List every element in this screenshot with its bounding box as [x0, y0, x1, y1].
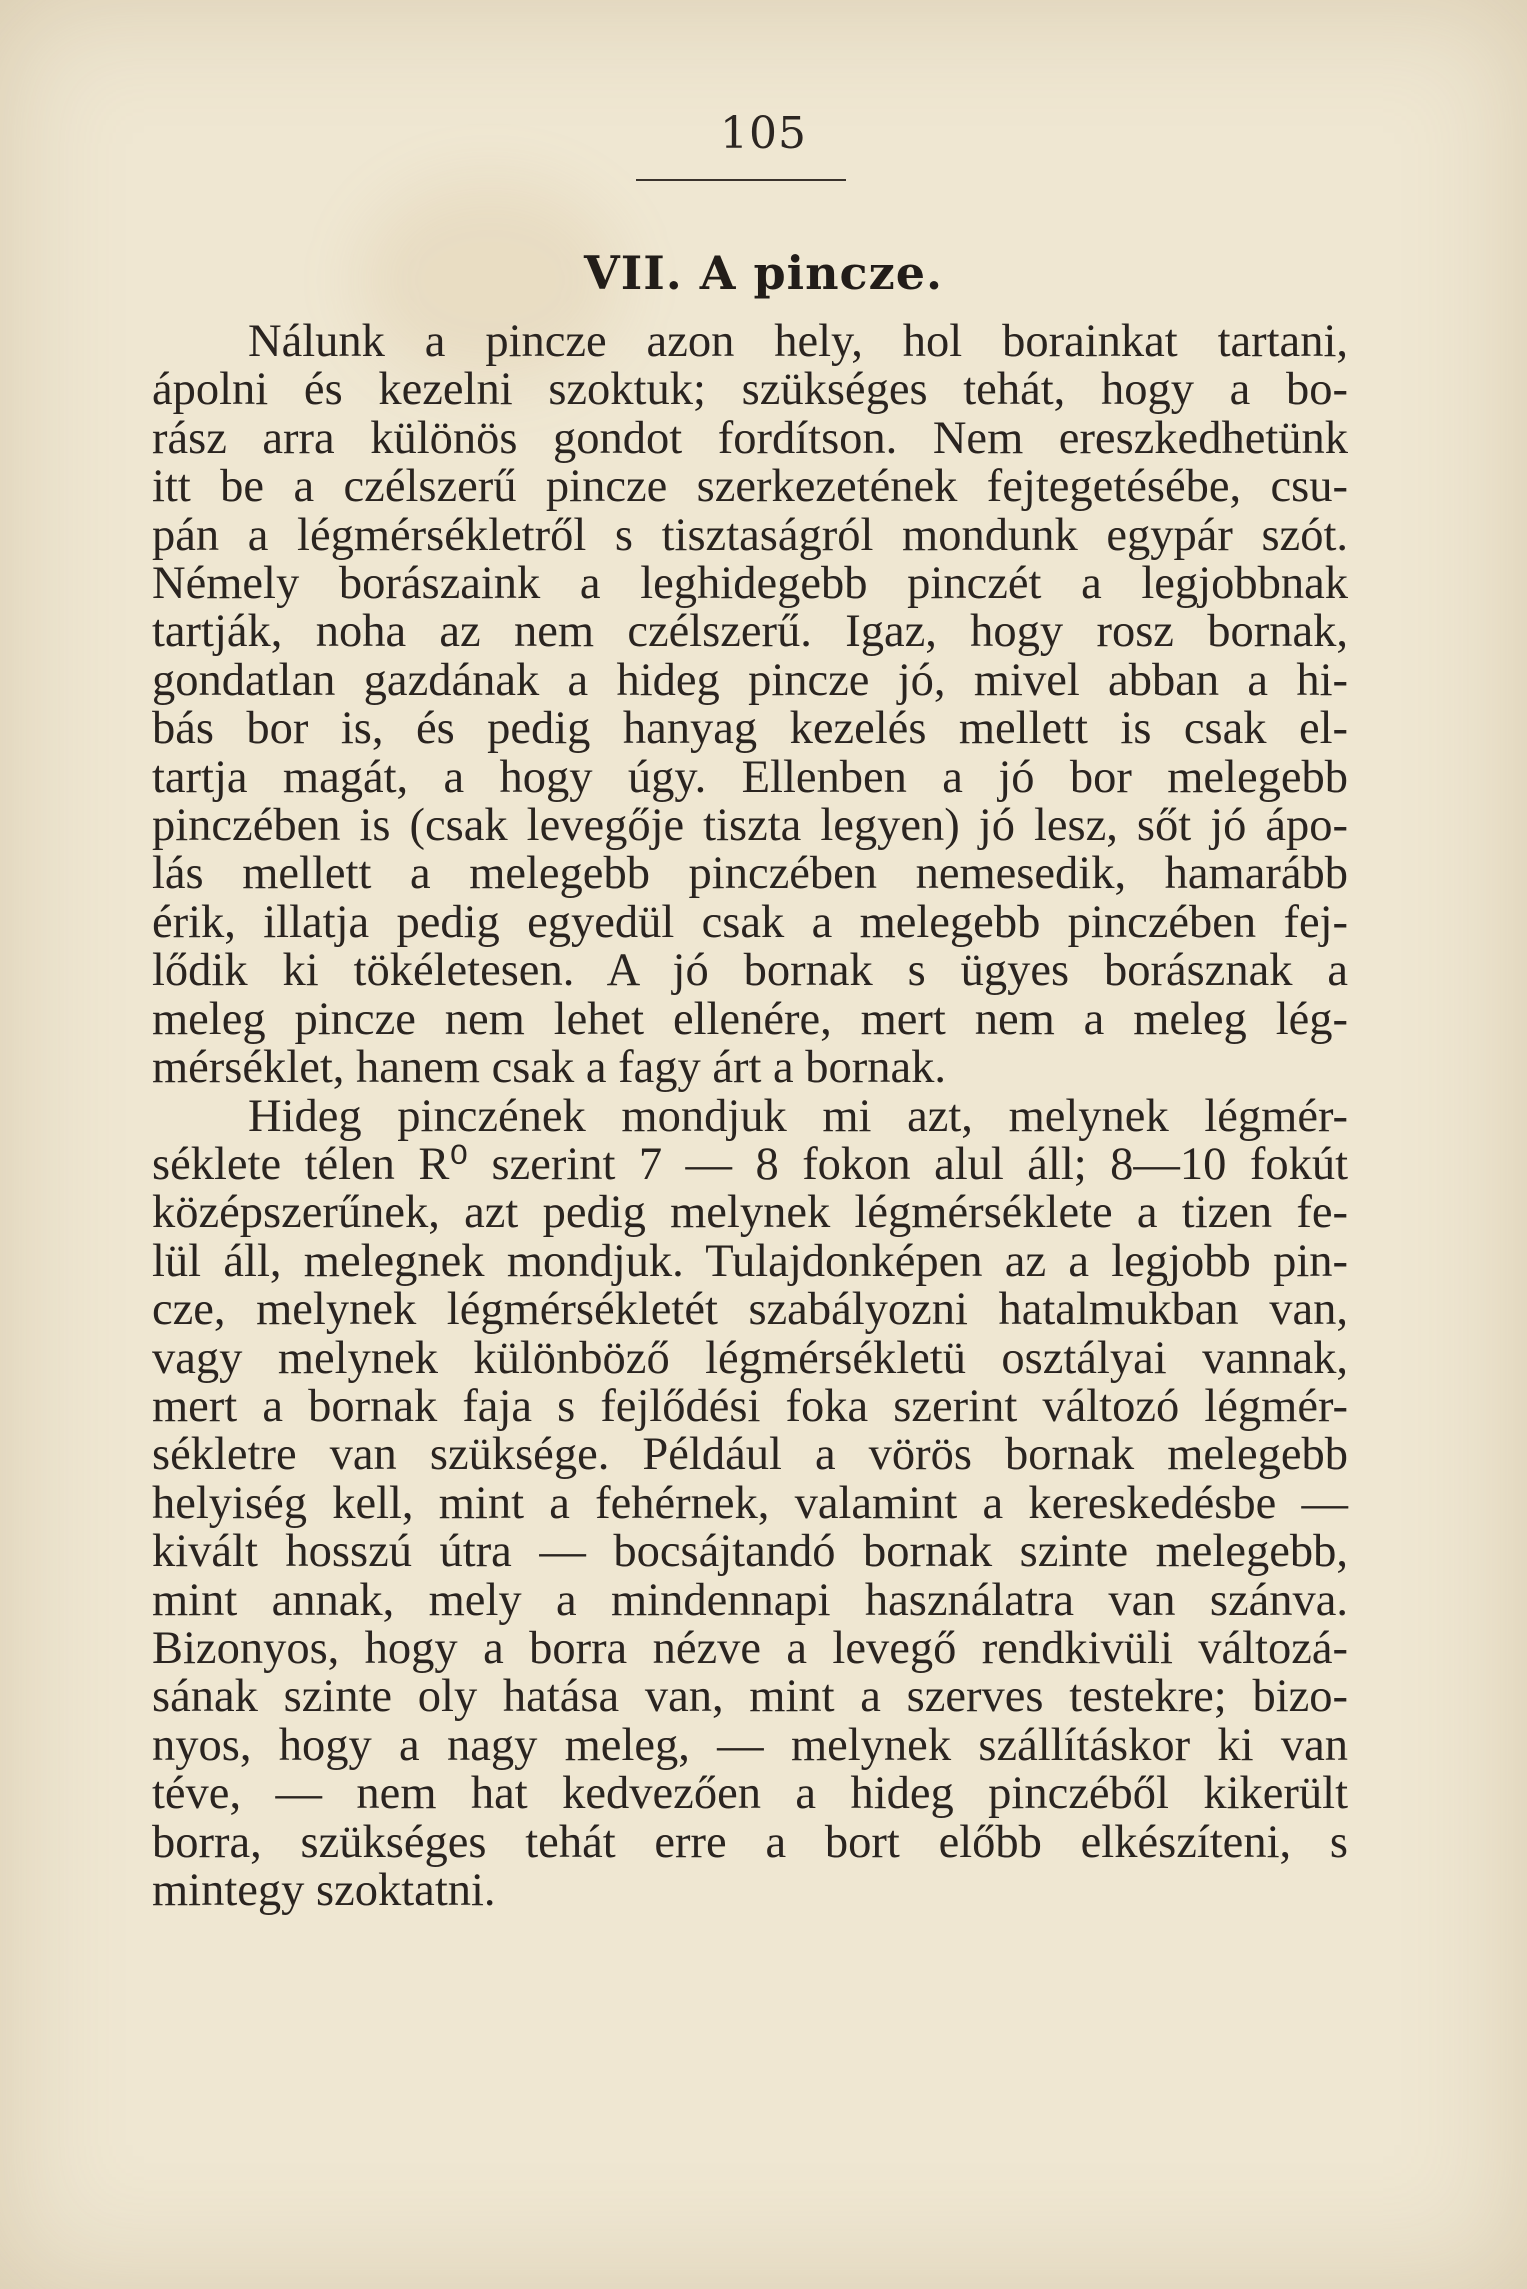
- text-line: középszerűnek, azt pedig melynek légmérséklete a tizen fe-: [152, 1187, 1348, 1239]
- paragraph-1: [152, 318, 1348, 1093]
- text-line: mert a bornak faja s fejlődési foka szerint változó légmér-: [152, 1380, 1348, 1432]
- text-line: téve, — nem hat kedvezően a hideg pinczéből kikerült: [152, 1768, 1348, 1820]
- text-line: séklete télen R⁰ szerint 7 — 8 fokon alul áll; 8—10 fokút: [152, 1138, 1348, 1190]
- text-line: Bizonyos, hogy a borra nézve a levegő rendkivüli változá-: [152, 1622, 1348, 1674]
- text-line: itt be a czélszerű pincze szerkezetének fejtegetésébe, csu-: [152, 461, 1348, 513]
- text-line: gondatlan gazdának a hideg pincze jó, mivel abban a hi-: [152, 654, 1348, 706]
- text-line: Nálunk a pincze azon hely, hol borainkat tartani,: [248, 316, 1348, 367]
- chapter-heading: VII. A pincze.: [584, 246, 943, 300]
- text-line: nyos, hogy a nagy meleg, — melynek szállításkor ki van: [152, 1719, 1348, 1771]
- text-line: lás mellett a melegebb pinczében nemesedik, hamarább: [152, 848, 1348, 900]
- text-line: bás bor is, és pedig hanyag kezelés mellett is csak el-: [152, 703, 1348, 755]
- text-line: Némely borászaink a leghidegebb pinczét a legjobbnak: [152, 558, 1348, 610]
- text-line: pán a légmérsékletről s tisztaságról mondunk egypár szót.: [152, 509, 1348, 561]
- text-line: tartják, noha az nem czélszerű. Igaz, hogy rosz bornak,: [152, 606, 1348, 658]
- text-line: Hideg pinczének mondjuk mi azt, melynek légmér-: [248, 1090, 1348, 1142]
- header-rule: [636, 179, 846, 181]
- text-line: meleg pincze nem lehet ellenére, mert nem a meleg lég-: [152, 993, 1348, 1045]
- text-line: mérséklet, hanem csak a fagy árt a bornak.: [152, 1042, 947, 1094]
- text-line: lül áll, melegnek mondjuk. Tulajdonképen az a legjobb pin-: [152, 1235, 1348, 1287]
- paragraph-2: [152, 1090, 1348, 1916]
- text-line: kivált hosszú útra — bocsájtandó bornak szinte melegebb,: [152, 1526, 1348, 1578]
- text-line: lődik ki tökéletesen. A jó bornak s ügyes borásznak a: [152, 945, 1348, 997]
- page-number: 105: [720, 108, 807, 159]
- text-line: borra, szükséges tehát erre a bort előbb elkészíteni, s: [152, 1816, 1348, 1868]
- text-line: mint annak, mely a mindennapi használatra van szánva.: [152, 1574, 1348, 1626]
- text-line: pinczében is (csak levegője tiszta legyen) jó lesz, sőt jó ápo-: [152, 800, 1348, 852]
- text-line: tartja magát, a hogy úgy. Ellenben a jó bor melegebb: [152, 751, 1348, 803]
- text-line: helyiség kell, mint a fehérnek, valamint a kereskedésbe —: [152, 1477, 1348, 1529]
- text-line: mintegy szoktatni.: [152, 1865, 496, 1916]
- text-line: érik, illatja pedig egyedül csak a melegebb pinczében fej-: [152, 896, 1348, 948]
- text-line: cze, melynek légmérsékletét szabályozni hatalmukban van,: [152, 1284, 1348, 1336]
- text-line: sának szinte oly hatása van, mint a szerves testekre; bizo-: [152, 1671, 1348, 1723]
- text-line: sékletre van szüksége. Például a vörös bornak melegebb: [152, 1429, 1348, 1481]
- text-line: rász arra különös gondot fordítson. Nem ereszkedhetünk: [152, 412, 1348, 464]
- text-line: vagy melynek különböző légmérsékletü osztályai vannak,: [152, 1332, 1348, 1384]
- body-text: [152, 318, 1348, 1915]
- text-line: ápolni és kezelni szoktuk; szükséges tehát, hogy a bo-: [152, 364, 1348, 416]
